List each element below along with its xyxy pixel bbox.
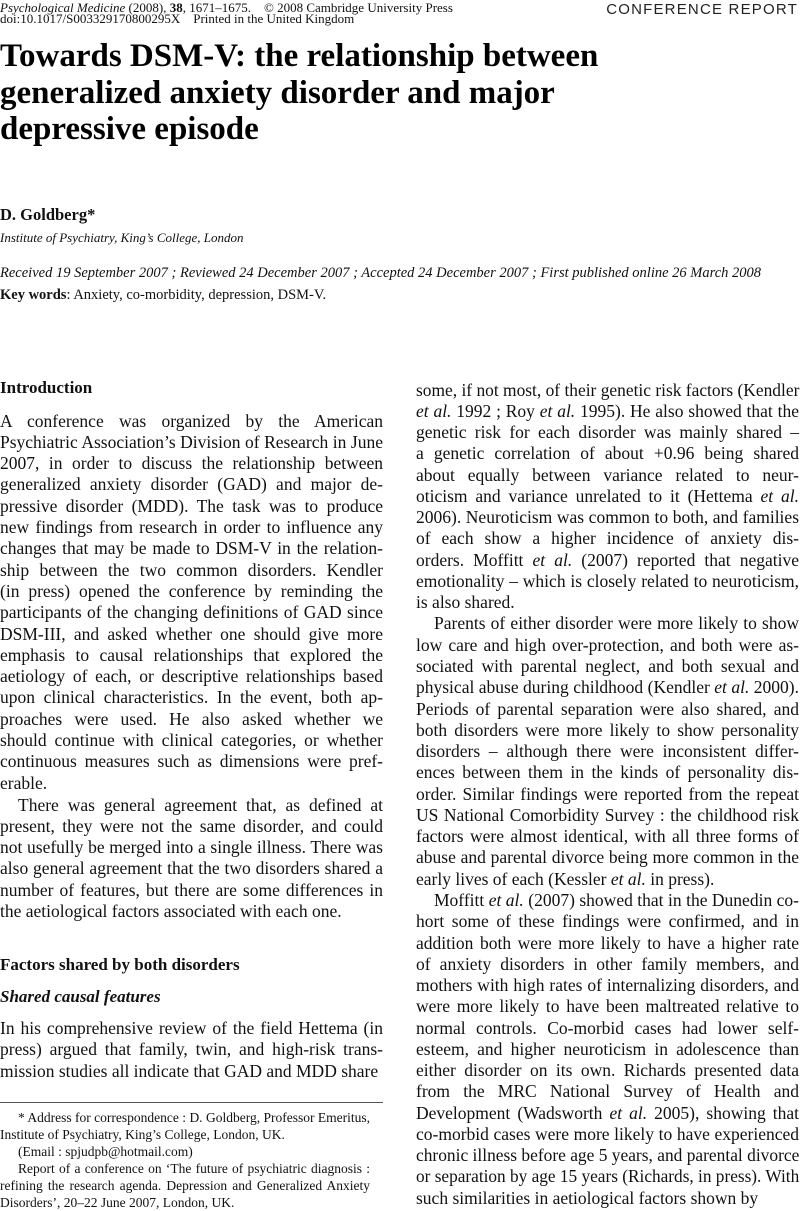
text-line: hort some of these findings were confirmed, and in xyxy=(416,911,799,932)
text-line: sociated with parental neglect, and both sexual and xyxy=(416,656,799,676)
doi-line xyxy=(0,12,354,26)
text-line: 2006). Neuroticism was common to both, and families xyxy=(416,507,799,528)
section-label: CONFERENCE REPORT xyxy=(606,1,798,18)
text-line: factors were almost identical, with all three forms of xyxy=(416,826,799,847)
copyright: © 2008 Cambridge University Press xyxy=(263,0,453,15)
text-line: physical abuse during childhood (Kendler et al. 2000). xyxy=(416,677,800,698)
text-line: from the MRC National Survey of Health and xyxy=(416,1081,799,1102)
et-al-italic: et al. xyxy=(488,889,524,910)
text-line: should continue with clinical categories, or whether xyxy=(0,730,383,750)
text-line: erable. xyxy=(0,772,48,793)
footnote-line: Report of a conference on ‘The future of psychiatric diagnosis : xyxy=(18,1160,370,1176)
text-line: esteem, and higher neuroticism in adolescence than xyxy=(416,1038,799,1059)
et-al-italic: et al. xyxy=(714,677,750,698)
text-line: some, if not most, of their genetic risk factors (Kendler xyxy=(416,379,800,400)
text-line: participants of the changing definitions of GAD since xyxy=(0,602,383,623)
text-line: aetiology of each, or descriptive relationships based xyxy=(0,666,383,687)
text-line: number of features, but there are some differences in xyxy=(0,879,383,900)
et-al-italic: et al. xyxy=(532,549,573,570)
keywords-label: Key words xyxy=(0,287,67,303)
text-line: changes that may be made to DSM-V in the relation- xyxy=(0,538,383,559)
text-line: Parents of either disorder were more likely to show xyxy=(434,613,799,634)
text-line: of anxiety disorders in other family members, and xyxy=(416,953,799,974)
journal-name: Psychological Medicine xyxy=(0,0,126,15)
et-al-italic: et al. xyxy=(609,1102,648,1123)
text-line: mothers with high rates of internalizing disorders, and xyxy=(416,975,799,996)
author: D. Goldberg* xyxy=(0,205,96,224)
text-line: orders. Moffitt et al. (2007) reported that negative xyxy=(416,549,799,570)
year: (2008), xyxy=(125,0,170,15)
footnote-line: Institute of Psychiatry, King’s College, London, UK. xyxy=(0,1126,285,1142)
title-line: depressive episode xyxy=(0,111,259,147)
text-line: oticism and variance unrelated to it (Hettema et al. xyxy=(416,485,799,506)
text-line: A conference was organized by the American xyxy=(0,410,383,431)
text-line: ences between them in the kinds of personality dis- xyxy=(416,762,799,783)
printed-in: Printed in the United Kingdom xyxy=(193,11,355,26)
text-line: emphasis to causal relationships that explored the xyxy=(0,644,383,665)
keywords-list: : Anxiety, co-morbidity, depression, DSM-V. xyxy=(66,287,327,303)
doi-link[interactable]: doi:10.1017/S003329170800295X xyxy=(0,11,181,26)
footnote-line: (Email : spjudpb@hotmail.com) xyxy=(18,1143,193,1159)
footnote-line: * Address for correspondence : D. Goldberg, Professor Emeritus, xyxy=(18,1109,370,1125)
text-line: mission studies all indicate that GAD and MDD share xyxy=(0,1061,379,1082)
text-line: continuous measures such as dimensions were pref- xyxy=(0,751,383,772)
text-line: chronic illness before age 5 years, and parental divorce xyxy=(416,1145,800,1166)
text-line: upon clinical characteristics. In the event, both ap- xyxy=(0,687,383,708)
title-line: Towards DSM-V: the relationship between xyxy=(0,38,599,74)
text-line: normal controls. Co-morbid cases had lower self- xyxy=(416,1017,799,1038)
volume: 38 xyxy=(169,0,183,15)
text-line: not usefully be merged into a single illness. There was xyxy=(0,837,383,858)
text-line: the aetiological factors associated with each one. xyxy=(0,901,342,921)
keywords xyxy=(0,287,326,304)
subheading-shared-causal-features: Shared causal features xyxy=(0,987,161,1006)
text-line: such similarities in aetiological factors shown by xyxy=(416,1187,759,1208)
text-line: new findings from research in order to influence any xyxy=(0,517,383,537)
et-al-italic: et al. xyxy=(760,485,799,506)
text-line: is also shared. xyxy=(416,592,515,613)
text-line: either disorder on its own. Richards presented data xyxy=(416,1060,799,1081)
publication-dates: Received 19 September 2007 ; Reviewed 24 December 2007 ; Accepted 24 December 2007 ; First published online 26 March 2008 xyxy=(0,265,762,281)
text-line: present, they were not the same disorder, and could xyxy=(0,815,383,836)
text-line: both disorders were more likely to show personality xyxy=(416,719,799,740)
text-line: Periods of parental separation were also shared, and xyxy=(416,698,799,719)
text-line: emotionality – which is closely related to neuroticism, xyxy=(416,570,799,591)
text-line: 2007, in order to discuss the relationship between xyxy=(0,453,383,474)
text-line: a genetic correlation of about +0.96 being shared xyxy=(416,443,799,464)
text-line: genetic risk for each disorder was mainly shared – xyxy=(416,422,799,443)
text-line: low care and high over-protection, and both were as- xyxy=(416,634,799,655)
text-line: were more likely to have been maltreated relative to xyxy=(416,996,799,1017)
text-line: There was general agreement that, as defined at xyxy=(18,794,383,815)
text-line: generalized anxiety disorder (GAD) and major de- xyxy=(0,474,383,495)
text-line: In his comprehensive review of the field Hettema (in xyxy=(0,1017,383,1038)
footnote-line: Disorders’, 20–22 June 2007, London, UK. xyxy=(0,1194,235,1210)
et-al-italic: et al. xyxy=(610,868,646,889)
affiliation: Institute of Psychiatry, King’s College, London xyxy=(0,230,244,245)
et-al-italic: et al. xyxy=(539,400,576,421)
heading-factors-shared: Factors shared by both disorders xyxy=(0,955,240,974)
text-line: US National Comorbidity Survey : the childhood risk xyxy=(416,804,799,825)
pages: , 1671–1675. xyxy=(182,0,251,15)
text-line: or separation by age 15 years (Richards, in press). With xyxy=(416,1166,800,1187)
text-line: order. Similar findings were reported from the repeat xyxy=(416,783,799,804)
text-line: (in press) opened the conference by reminding the xyxy=(0,580,383,601)
text-line: addition both were more likely to have a higher rate xyxy=(416,932,799,953)
text-line: co-morbid cases were more likely to have experienced xyxy=(416,1123,799,1144)
footnote-divider xyxy=(0,1102,383,1103)
text-line: abuse and parental divorce being more common in the xyxy=(416,847,799,868)
et-al-italic: et al. xyxy=(416,400,452,421)
heading-introduction: Introduction xyxy=(0,378,93,397)
text-line: also general agreement that the two disorders shared a xyxy=(0,858,383,879)
text-line: Moffitt et al. (2007) showed that in the Dunedin co- xyxy=(434,889,799,910)
text-line: ship between the two common disorders. Kendler xyxy=(0,559,383,580)
text-line: et al. 1992 ; Roy et al. 1995). He also showed that the xyxy=(416,400,799,421)
text-line: press) argued that family, twin, and high-risk trans- xyxy=(0,1039,383,1060)
text-line: Development (Wadsworth et al. 2005), showing that xyxy=(416,1102,799,1123)
text-line: of each show a higher incidence of anxiety dis- xyxy=(416,528,799,549)
text-line: about equally between variance related to neur- xyxy=(416,464,799,485)
text-line: disorders – although there were inconsistent differ- xyxy=(416,741,799,762)
title-line: generalized anxiety disorder and major xyxy=(0,75,555,111)
text-line: DSM-III, and asked whether one should give more xyxy=(0,623,383,644)
text-line: early lives of each (Kessler et al. in press). xyxy=(416,868,715,889)
footnote-line: refining the research agenda. Depression and Generalized Anxiety xyxy=(0,1177,370,1193)
text-line: proaches were used. He also asked whether we xyxy=(0,708,383,729)
text-line: pressive disorder (MDD). The task was to produce xyxy=(0,495,383,516)
text-line: Psychiatric Association’s Division of Research in June xyxy=(0,431,383,452)
